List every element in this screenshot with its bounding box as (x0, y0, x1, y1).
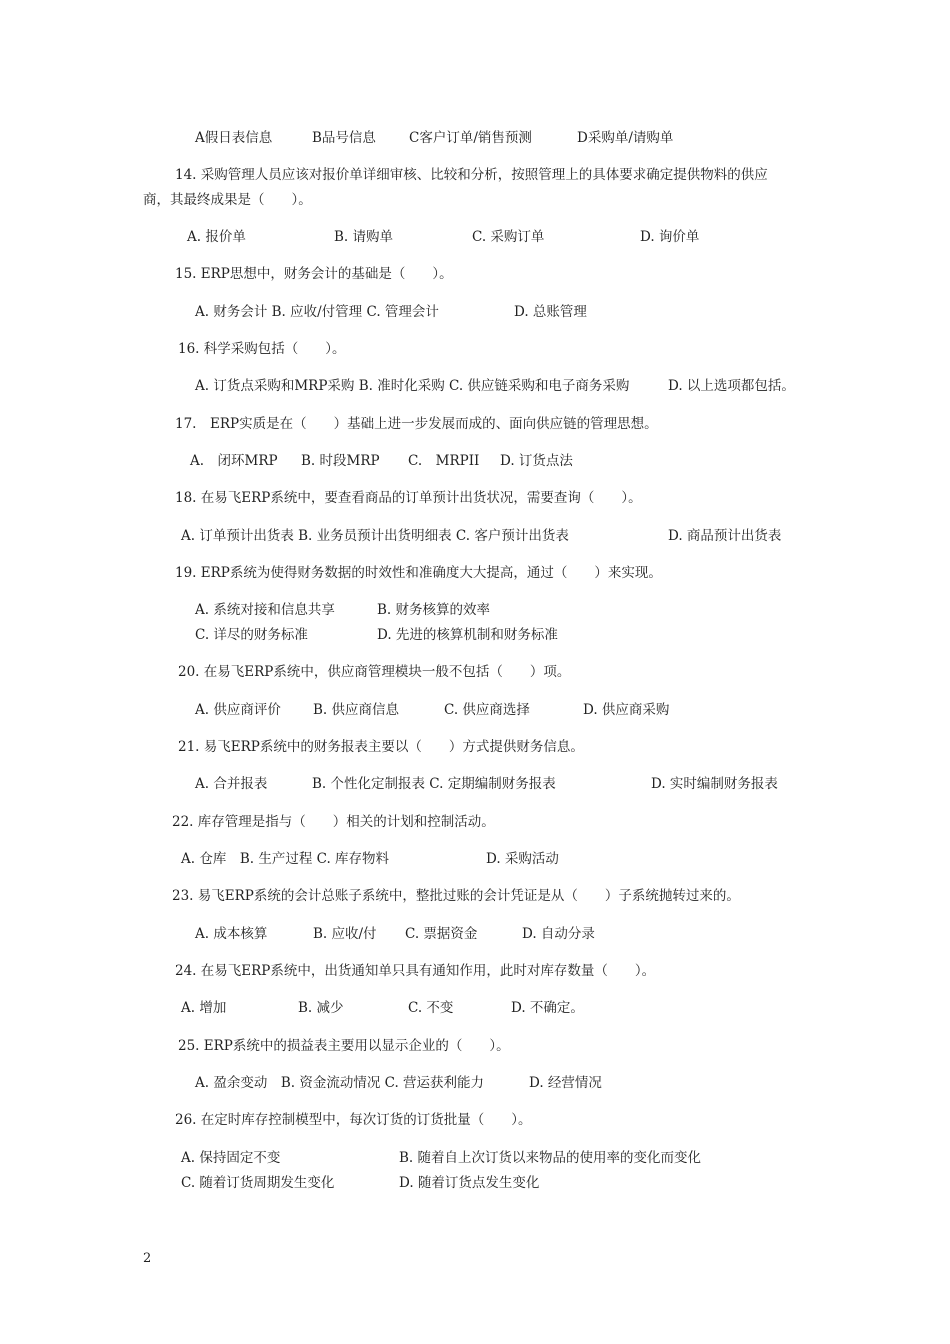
q21-option-d: D. 实时编制财务报表 (651, 776, 778, 792)
q22-option-abc: A. 仓库 B. 生产过程 C. 库存物料 (181, 851, 390, 867)
page-number: 2 (143, 1251, 152, 1266)
q17-option-c: C. MRPII (408, 453, 480, 469)
q17-option-a: A. 闭环MRP (190, 453, 278, 469)
q19-option-a: A. 系统对接和信息共享 (195, 602, 335, 618)
q18-question: 18. 在易飞ERP系统中，要查看商品的订单预计出货状况，需要查询（ ）。 (175, 490, 642, 506)
q21-question: 21. 易飞ERP系统中的财务报表主要以（ ）方式提供财务信息。 (178, 739, 584, 755)
q24-option-c: C. 不变 (408, 1000, 454, 1016)
q25-option-d: D. 经营情况 (529, 1075, 602, 1091)
q24-question: 24. 在易飞ERP系统中，出货通知单只具有通知作用，此时对库存数量（ ）。 (175, 963, 656, 979)
q15-option-abc: A. 财务会计 B. 应收/付管理 C. 管理会计 (195, 304, 439, 320)
q17-question: 17. ERP实质是在（ ）基础上进一步发展而成的、面向供应链的管理思想。 (175, 416, 658, 432)
q25-option-abc: A. 盈余变动 B. 资金流动情况 C. 营运获利能力 (195, 1075, 485, 1091)
q21-option-a: A. 合并报表 (195, 776, 268, 792)
q14-option-d: D. 询价单 (640, 229, 700, 245)
q16-question: 16. 科学采购包括（ ）。 (178, 341, 346, 357)
q26-option-c: C. 随着订货周期发生变化 (181, 1175, 335, 1191)
q13-option-c: C客户订单/销售预测 (409, 130, 532, 146)
q19-option-b: B. 财务核算的效率 (377, 602, 491, 618)
q13-option-a: A假日表信息 (195, 130, 273, 146)
q19-option-c: C. 详尽的财务标准 (195, 627, 308, 643)
q24-option-a: A. 增加 (181, 1000, 227, 1016)
q23-option-b: B. 应收/付 (313, 926, 377, 942)
q26-option-d: D. 随着订货点发生变化 (399, 1175, 540, 1191)
q22-question: 22. 库存管理是指与（ ）相关的计划和控制活动。 (172, 814, 495, 830)
q23-option-d: D. 自动分录 (522, 926, 595, 942)
q26-option-a: A. 保持固定不变 (181, 1150, 281, 1166)
q15-option-d: D. 总账管理 (514, 304, 587, 320)
q21-option-bc: B. 个性化定制报表 C. 定期编制财务报表 (312, 776, 556, 792)
q18-option-d: D. 商品预计出货表 (668, 528, 782, 544)
q25-question: 25. ERP系统中的损益表主要用以显示企业的（ ）。 (178, 1038, 510, 1054)
q24-option-d: D. 不确定。 (511, 1000, 584, 1016)
q19-question: 19. ERP系统为使得财务数据的时效性和准确度大大提高，通过（ ）来实现。 (175, 565, 662, 581)
q14-option-c: C. 采购订单 (472, 229, 545, 245)
q14-option-b: B. 请购单 (334, 229, 394, 245)
q20-option-c: C. 供应商选择 (444, 702, 530, 718)
q20-option-d: D. 供应商采购 (583, 702, 670, 718)
q14-question-line1: 14. 采购管理人员应该对报价单详细审核、比较和分析，按照管理上的具体要求确定提供物料的供应 (175, 167, 768, 183)
q14-option-a: A. 报价单 (187, 229, 246, 245)
q24-option-b: B. 减少 (298, 1000, 344, 1016)
q20-option-a: A. 供应商评价 (195, 702, 281, 718)
q17-option-d: D. 订货点法 (500, 453, 573, 469)
q22-option-d: D. 采购活动 (486, 851, 559, 867)
q14-question-line2: 商，其最终成果是（ ）。 (143, 192, 312, 208)
q23-question: 23. 易飞ERP系统的会计总账子系统中，整批过账的会计凭证是从（ ）子系统抛转过来的。 (172, 888, 740, 904)
q16-option-d: D. 以上选项都包括。 (668, 378, 795, 394)
q15-question: 15. ERP思想中，财务会计的基础是（ ）。 (175, 266, 453, 282)
q17-option-b: B. 时段MRP (301, 453, 380, 469)
q26-option-b: B. 随着自上次订货以来物品的使用率的变化而变化 (399, 1150, 702, 1166)
q26-question: 26. 在定时库存控制模型中，每次订货的订货批量（ ）。 (175, 1112, 532, 1128)
q23-option-a: A. 成本核算 (195, 926, 268, 942)
q19-option-d: D. 先进的核算机制和财务标准 (377, 627, 558, 643)
q18-option-abc: A. 订单预计出货表 B. 业务员预计出货明细表 C. 客户预计出货表 (181, 528, 569, 544)
q16-option-abc: A. 订货点采购和MRP采购 B. 准时化采购 C. 供应链采购和电子商务采购 (195, 378, 630, 394)
q20-option-b: B. 供应商信息 (313, 702, 400, 718)
q23-option-c: C. 票据资金 (405, 926, 478, 942)
q13-option-b: B品号信息 (312, 130, 376, 146)
q13-option-d: D采购单/请购单 (577, 130, 674, 146)
q20-question: 20. 在易飞ERP系统中，供应商管理模块一般不包括（ ）项。 (178, 664, 571, 680)
